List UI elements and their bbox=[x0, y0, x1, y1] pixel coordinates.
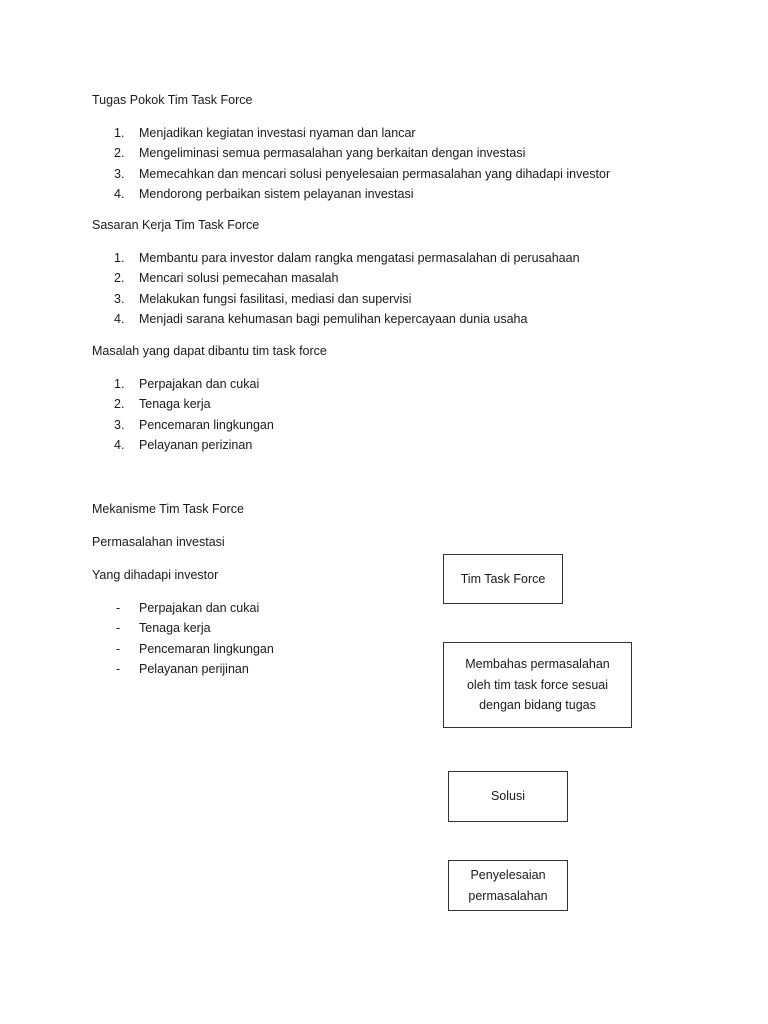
document-page: Tugas Pokok Tim Task Force 1. Menjadikan kegiatan investasi nyaman dan lancar 2. Mengeliminasi semua permasalahan yang berkaitan dengan investasi 3. Memecahkan dan mencari solusi penyelesaian permasalahan yang dihadapi investor 4. Mendorong perbaikan sistem pelayanan investasi Sasaran Kerja Tim Task Force 1. Membantu para investor dalam rangka mengatasi permasalahan di perusahaan 2. Mencari solusi pemecahan masalah 3. Melakukan fungsi fasilitasi, mediasi dan supervisi 4. Menjadi sarana kehumasan bagi pemulihan kepercayaan dunia usaha Masalah yang dapat dibantu tim task force 1. Perpajakan dan cukai 2. Tenaga kerja 3. Pencemaran lingkungan 4. Pelayanan perizinan Mekanisme Tim Task Force Permasalahan investasi Yang dihadapi investor - Perpajakan dan cukai - Tenaga kerja - Pencemaran lingkungan - Pelayanan perijinan Tim Task Force Membahas permasalahan oleh tim task force sesuai dengan bidang tugas Solusi Penyelesaian permasalahan bbox=[0, 0, 768, 1024]
heading-tugas-pokok: Tugas Pokok Tim Task Force bbox=[92, 93, 253, 107]
flow-box-tim-task-force: Tim Task Force bbox=[443, 554, 563, 604]
flow-box-membahas: Membahas permasalahan oleh tim task force sesuai dengan bidang tugas bbox=[443, 642, 632, 728]
flow-box-penyelesaian: Penyelesaian permasalahan bbox=[448, 860, 568, 911]
text-permasalahan-investasi: Permasalahan investasi bbox=[92, 535, 225, 549]
text-yang-dihadapi-investor: Yang dihadapi investor bbox=[92, 568, 219, 582]
heading-sasaran-kerja: Sasaran Kerja Tim Task Force bbox=[92, 218, 260, 232]
heading-masalah: Masalah yang dapat dibantu tim task force bbox=[92, 344, 327, 358]
flow-box-solusi: Solusi bbox=[448, 771, 568, 822]
heading-mekanisme: Mekanisme Tim Task Force bbox=[92, 502, 244, 516]
